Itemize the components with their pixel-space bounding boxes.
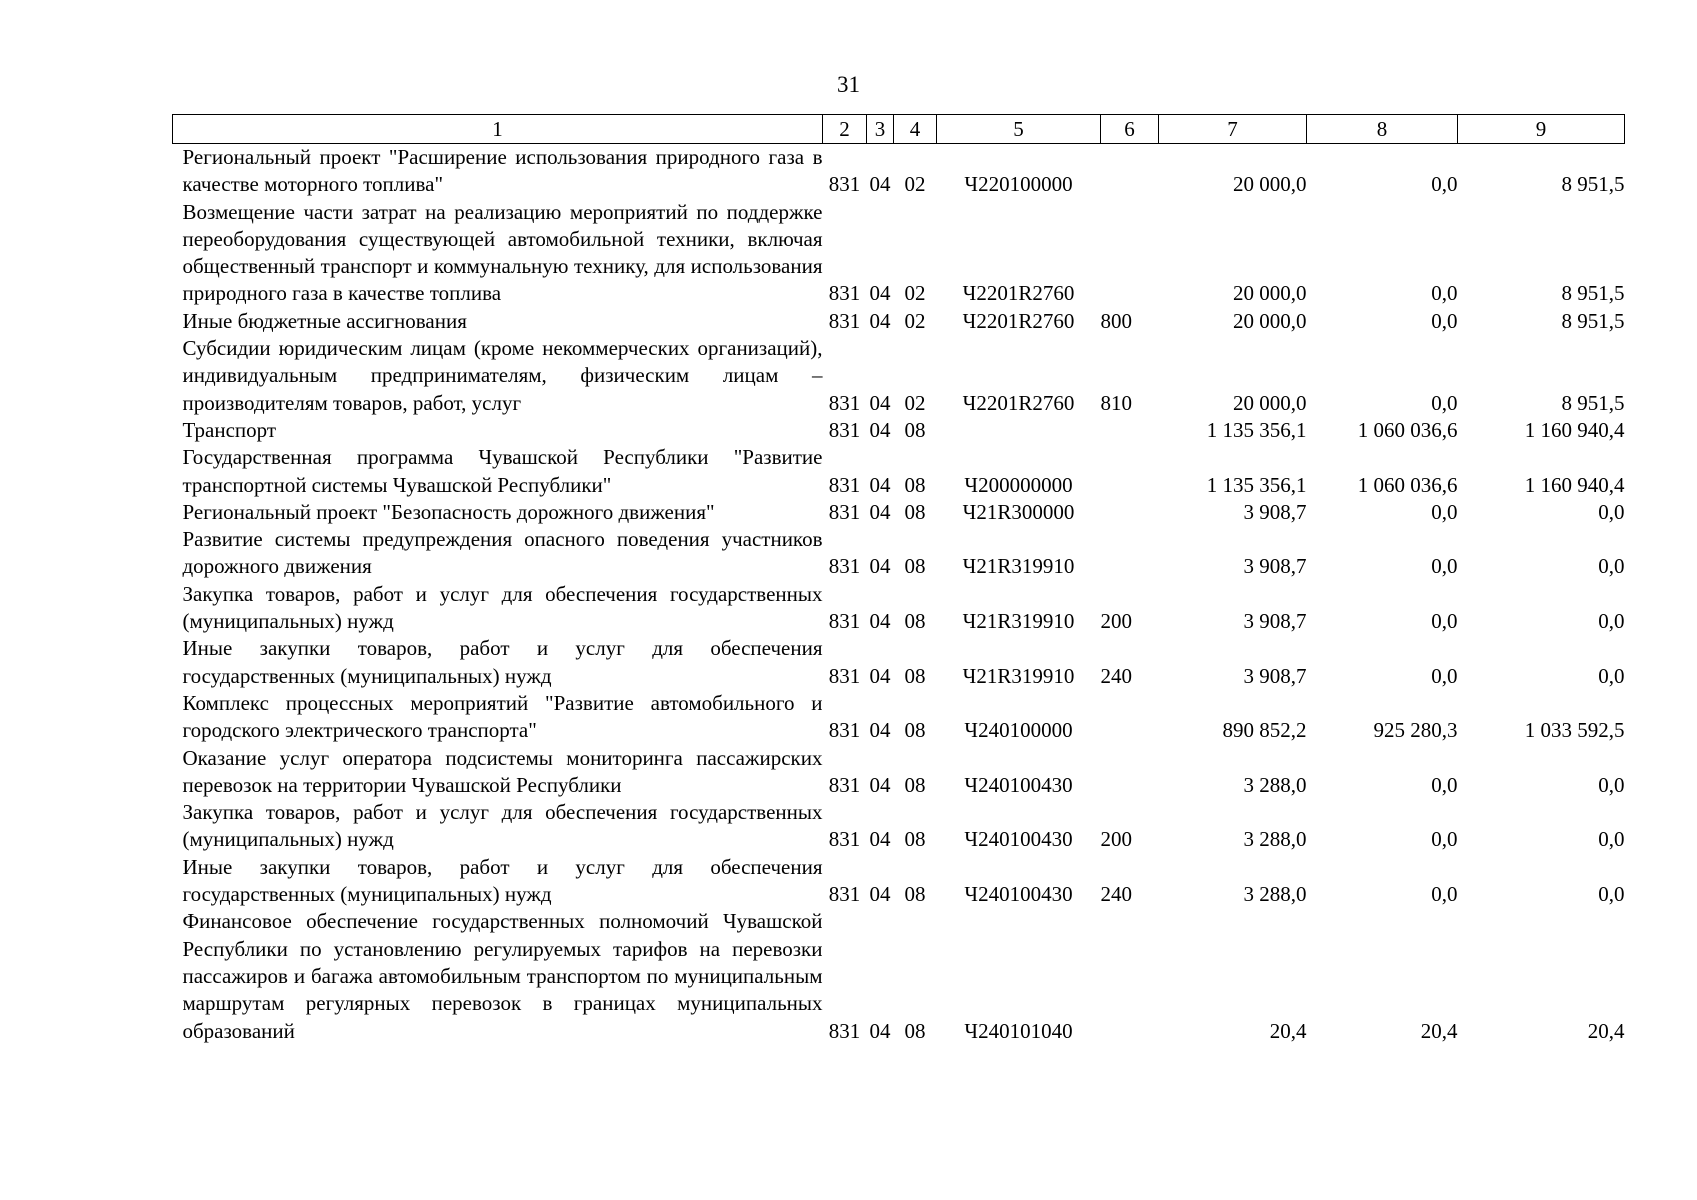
- table-row: [173, 417, 1625, 444]
- amount-col-8: 0,0: [1431, 772, 1458, 797]
- expense-type-code: [1101, 745, 1159, 800]
- table-row: [173, 526, 1625, 581]
- amount-col-8: 20,4: [1420, 1018, 1458, 1043]
- admin-code: 831: [828, 281, 861, 306]
- row-name: Субсидии юридическим лицам (кроме некоммерческих организаций), индивидуальным предпринимателям, физическим лицам – производителям товаров, работ, услуг: [182, 336, 823, 415]
- subsection-code: 08: [904, 417, 926, 442]
- target-article-code: [937, 417, 1101, 444]
- amount-col-7: 3 288,0: [1243, 772, 1307, 797]
- admin-code: 831: [828, 772, 861, 797]
- target-article-code: Ч240100430: [964, 882, 1073, 907]
- amount-col-9: 0,0: [1598, 772, 1625, 797]
- expense-type-code: 240: [1100, 663, 1132, 688]
- subsection-code: 08: [904, 609, 926, 634]
- section-code: 04: [869, 172, 891, 197]
- expense-type-code: [1101, 526, 1159, 581]
- row-name: Закупка товаров, работ и услуг для обеспечения государственных (муниципальных) нужд: [182, 800, 823, 852]
- table-row: [173, 444, 1625, 499]
- target-article-code: Ч220100000: [964, 172, 1073, 197]
- section-code: 04: [869, 308, 891, 333]
- amount-col-8: 0,0: [1431, 609, 1458, 634]
- amount-col-7: 3 908,7: [1243, 554, 1307, 579]
- subsection-code: 02: [904, 390, 926, 415]
- amount-col-7: 890 852,2: [1222, 718, 1307, 743]
- amount-col-9: 1 160 940,4: [1524, 472, 1625, 497]
- target-article-code: Ч2201R2760: [962, 281, 1075, 306]
- admin-code: 831: [828, 827, 861, 852]
- expense-type-code: 810: [1100, 390, 1132, 415]
- amount-col-9: 0,0: [1598, 827, 1625, 852]
- admin-code: 831: [828, 609, 861, 634]
- table-row: [173, 581, 1625, 636]
- amount-col-7: 3 288,0: [1243, 882, 1307, 907]
- amount-col-9: 8 951,5: [1561, 308, 1625, 333]
- amount-col-9: 8 951,5: [1561, 390, 1625, 415]
- target-article-code: Ч21R319910: [962, 554, 1075, 579]
- amount-col-8: 0,0: [1431, 308, 1458, 333]
- subsection-code: 02: [904, 172, 926, 197]
- amount-col-8: 0,0: [1431, 499, 1458, 524]
- target-article-code: Ч240100000: [964, 718, 1073, 743]
- amount-col-8: 1 060 036,6: [1357, 472, 1458, 497]
- expense-type-code: 200: [1100, 609, 1132, 634]
- row-name: Закупка товаров, работ и услуг для обеспечения государственных (муниципальных) нужд: [182, 581, 823, 634]
- table-row: [173, 308, 1625, 335]
- row-name: Региональный проект "Безопасность дорожного движения": [182, 499, 715, 524]
- amount-col-9: 0,0: [1598, 499, 1625, 524]
- table-row: [173, 335, 1625, 417]
- admin-code: 831: [828, 663, 861, 688]
- section-code: 04: [869, 882, 891, 907]
- amount-col-7: 3 288,0: [1243, 827, 1307, 852]
- subsection-code: 08: [904, 554, 926, 579]
- subsection-code: 02: [904, 281, 926, 306]
- row-name: Иные закупки товаров, работ и услуг для обеспечения государственных (муниципальных) нужд: [182, 854, 823, 907]
- header-col-6: 6: [1101, 115, 1159, 144]
- amount-col-9: 8 951,5: [1561, 281, 1625, 306]
- target-article-code: Ч200000000: [964, 472, 1073, 497]
- subsection-code: 08: [904, 472, 926, 497]
- admin-code: 831: [828, 390, 861, 415]
- amount-col-9: 0,0: [1598, 663, 1625, 688]
- expense-type-code: [1101, 144, 1159, 199]
- header-col-1: 1: [173, 115, 823, 144]
- table-row: [173, 854, 1625, 909]
- admin-code: 831: [828, 882, 861, 907]
- amount-col-9: 1 160 940,4: [1524, 417, 1625, 442]
- section-code: 04: [869, 554, 891, 579]
- row-name: Оказание услуг оператора подсистемы мониторинга пассажирских перевозок на территории Чувашской Республики: [182, 745, 823, 797]
- amount-col-8: 0,0: [1431, 554, 1458, 579]
- expense-type-code: [1101, 499, 1159, 526]
- expense-type-code: 240: [1100, 882, 1132, 907]
- header-col-7: 7: [1159, 115, 1307, 144]
- amount-col-7: 20,4: [1269, 1018, 1307, 1043]
- amount-col-9: 20,4: [1587, 1018, 1625, 1043]
- amount-col-7: 3 908,7: [1243, 609, 1307, 634]
- table-row: [173, 908, 1625, 1044]
- subsection-code: 08: [904, 499, 926, 524]
- table-body: [173, 144, 1625, 1045]
- section-code: 04: [869, 472, 891, 497]
- row-name: Транспорт: [182, 417, 277, 442]
- amount-col-7: 20 000,0: [1233, 172, 1307, 197]
- table-row: [173, 199, 1625, 308]
- admin-code: 831: [828, 417, 861, 442]
- amount-col-7: 3 908,7: [1243, 663, 1307, 688]
- section-code: 04: [869, 827, 891, 852]
- subsection-code: 08: [904, 772, 926, 797]
- header-col-2: 2: [823, 115, 867, 144]
- amount-col-8: 0,0: [1431, 172, 1458, 197]
- expense-type-code: [1101, 417, 1159, 444]
- expense-type-code: [1101, 199, 1159, 308]
- header-col-4: 4: [894, 115, 937, 144]
- amount-col-8: 925 280,3: [1373, 718, 1458, 743]
- amount-col-7: 20 000,0: [1233, 390, 1307, 415]
- admin-code: 831: [828, 472, 861, 497]
- amount-col-9: 8 951,5: [1561, 172, 1625, 197]
- row-name: Финансовое обеспечение государственных полномочий Чувашской Республики по установлению регулируемых тарифов на перевозки пассажиров и багажа автомобильным транспортом по муниципальным маршрутам регулярных перевозок в границах муниципальных образований: [182, 909, 823, 1043]
- section-code: 04: [869, 609, 891, 634]
- subsection-code: 08: [904, 1018, 926, 1043]
- amount-col-8: 0,0: [1431, 390, 1458, 415]
- section-code: 04: [869, 390, 891, 415]
- target-article-code: Ч2201R2760: [962, 390, 1075, 415]
- subsection-code: 02: [904, 308, 926, 333]
- amount-col-8: 1 060 036,6: [1357, 417, 1458, 442]
- section-code: 04: [869, 1018, 891, 1043]
- amount-col-7: 1 135 356,1: [1206, 472, 1307, 497]
- amount-col-9: 0,0: [1598, 609, 1625, 634]
- amount-col-9: 0,0: [1598, 554, 1625, 579]
- subsection-code: 08: [904, 882, 926, 907]
- subsection-code: 08: [904, 827, 926, 852]
- page-number: 31: [837, 72, 860, 97]
- target-article-code: Ч240100430: [964, 772, 1073, 797]
- expense-type-code: [1101, 444, 1159, 499]
- row-name: Развитие системы предупреждения опасного поведения участников дорожного движения: [182, 527, 823, 579]
- section-code: 04: [869, 663, 891, 688]
- expense-type-code: 200: [1100, 827, 1132, 852]
- admin-code: 831: [828, 172, 861, 197]
- section-code: 04: [869, 718, 891, 743]
- amount-col-7: 3 908,7: [1243, 499, 1307, 524]
- header-col-9: 9: [1458, 115, 1625, 144]
- target-article-code: Ч2201R2760: [962, 308, 1075, 333]
- expense-type-code: [1101, 690, 1159, 745]
- table-row: [173, 745, 1625, 800]
- table-row: [173, 144, 1625, 199]
- column-number-header: [173, 115, 1625, 144]
- expense-type-code: 800: [1100, 308, 1132, 333]
- row-name: Комплекс процессных мероприятий "Развитие автомобильного и городского электрического транспорта": [182, 690, 823, 743]
- admin-code: 831: [828, 718, 861, 743]
- header-col-5: 5: [937, 115, 1101, 144]
- admin-code: 831: [828, 308, 861, 333]
- table-row: [173, 799, 1625, 854]
- section-code: 04: [869, 281, 891, 306]
- target-article-code: Ч21R319910: [962, 663, 1075, 688]
- amount-col-7: 20 000,0: [1233, 281, 1307, 306]
- amount-col-8: 0,0: [1431, 827, 1458, 852]
- target-article-code: Ч21R319910: [962, 609, 1075, 634]
- admin-code: 831: [828, 554, 861, 579]
- expense-type-code: [1101, 908, 1159, 1044]
- row-name: Возмещение части затрат на реализацию мероприятий по поддержке переоборудования существующей автомобильной техники, включая общественный транспорт и коммунальную технику, для использования природного газа в качестве топлива: [182, 199, 823, 306]
- admin-code: 831: [828, 1018, 861, 1043]
- subsection-code: 08: [904, 663, 926, 688]
- table-row: [173, 499, 1625, 526]
- row-name: Региональный проект "Расширение использования природного газа в качестве моторного топлива": [182, 145, 823, 197]
- section-code: 04: [869, 417, 891, 442]
- subsection-code: 08: [904, 718, 926, 743]
- target-article-code: Ч240101040: [964, 1018, 1073, 1043]
- amount-col-7: 1 135 356,1: [1206, 417, 1307, 442]
- section-code: 04: [869, 772, 891, 797]
- section-code: 04: [869, 499, 891, 524]
- amount-col-8: 0,0: [1431, 281, 1458, 306]
- row-name: Иные бюджетные ассигнования: [182, 308, 467, 333]
- row-name: Государственная программа Чувашской Республики "Развитие транспортной системы Чувашской Республики": [182, 445, 823, 497]
- target-article-code: Ч21R300000: [962, 499, 1075, 524]
- amount-col-9: 0,0: [1598, 882, 1625, 907]
- amount-col-7: 20 000,0: [1233, 308, 1307, 333]
- amount-col-8: 0,0: [1431, 882, 1458, 907]
- header-col-8: 8: [1307, 115, 1458, 144]
- target-article-code: Ч240100430: [964, 827, 1073, 852]
- amount-col-9: 1 033 592,5: [1524, 718, 1625, 743]
- row-name: Иные закупки товаров, работ и услуг для обеспечения государственных (муниципальных) нужд: [182, 636, 823, 688]
- table-row: [173, 690, 1625, 745]
- table-row: [173, 635, 1625, 690]
- admin-code: 831: [828, 499, 861, 524]
- header-col-3: 3: [867, 115, 894, 144]
- amount-col-8: 0,0: [1431, 663, 1458, 688]
- budget-table: [172, 114, 1625, 1045]
